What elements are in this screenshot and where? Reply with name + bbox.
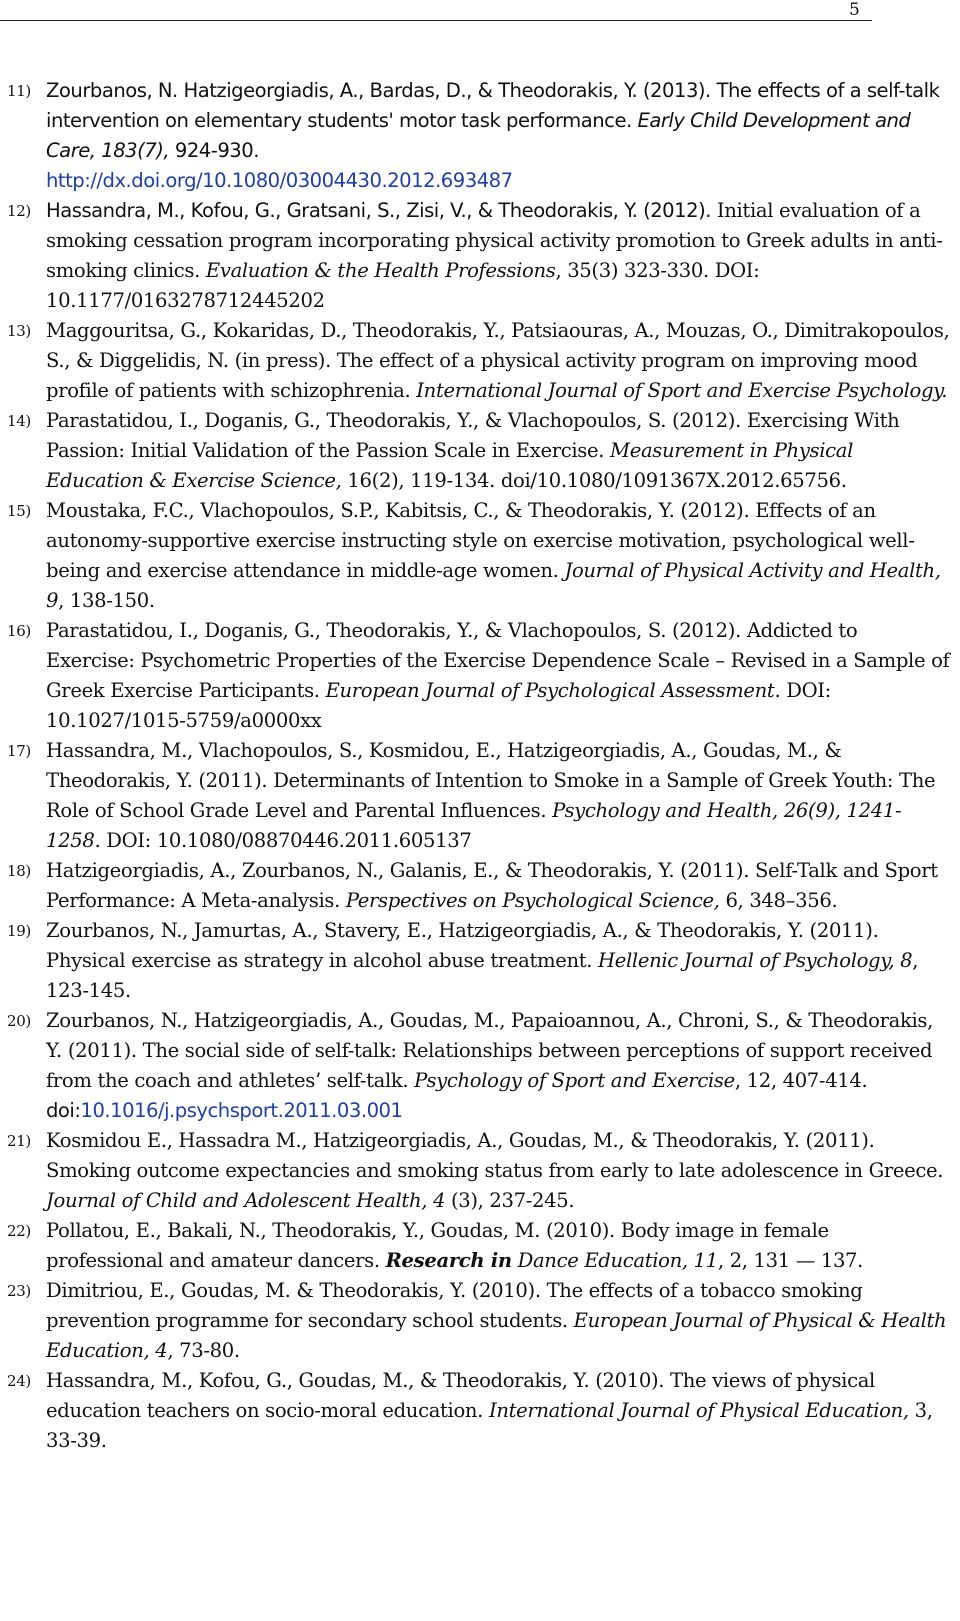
reference-text: 6, 348–356. xyxy=(719,889,838,912)
journal-title: Evaluation & the Health Professions xyxy=(205,259,556,282)
reference-number: 23) xyxy=(7,1282,31,1300)
journal-title: Research in xyxy=(385,1249,512,1272)
doi-link[interactable]: 10.1016/j.psychsport.2011.03.001 xyxy=(80,1099,403,1122)
reference-item xyxy=(0,196,950,316)
reference-text: , 12, 407-414. xyxy=(734,1069,868,1092)
reference-number: 12) xyxy=(7,202,31,220)
reference-list xyxy=(0,76,950,1456)
reference-item xyxy=(0,736,950,856)
reference-text: Hassandra, M., Kofou, G., Goudas, M., & Theodorakis, Y. (2010). The views of physical education teachers on socio-moral education. xyxy=(46,1369,875,1422)
reference-text: Parastatidou, I., Doganis, G., Theodorakis, Y., & Vlachopoulos, S. (2012). Addicted to Exercise: Psychometric Properties of the Exercise Dependence Scale – Revised in a Sample of Greek Exercise Participants. xyxy=(46,619,950,702)
reference-item xyxy=(0,856,950,916)
reference-number: 16) xyxy=(7,622,31,640)
journal-title: Dance Education, 11 xyxy=(511,1249,718,1272)
reference-text: Dimitriou, E., Goudas, M. & Theodorakis, Y. (2010). The effects of a tobacco smoking prevention programme for secondary school students. xyxy=(46,1279,863,1332)
reference-item xyxy=(0,1366,950,1456)
reference-text: DOI: 10.1080/08870446.2011.605137 xyxy=(100,829,472,852)
reference-number: 22) xyxy=(7,1222,31,1240)
reference-text: (3), 237-245. xyxy=(445,1189,575,1212)
reference-item xyxy=(0,76,950,196)
reference-number: 11) xyxy=(7,82,31,100)
reference-text: Moustaka, F.C., Vlachopoulos, S.P., Kabitsis, C., & Theodorakis, Y. (2012). Effects of an autonomy-supportive exercise instructing style on exercise motivation, psychological well-being and exercise attendance in middle-age women. xyxy=(46,499,915,582)
reference-number: 20) xyxy=(7,1012,31,1030)
journal-title: Hellenic Journal of Psychology, 8 xyxy=(598,949,913,972)
reference-text: Pollatou, E., Bakali, N., Theodorakis, Y., Goudas, M. (2010). Body image in female professional and amateur dancers. xyxy=(46,1219,829,1272)
reference-text: 16(2), 119-134. doi/10.1080/1091367X.2012.65756. xyxy=(341,469,847,492)
doi-link[interactable]: http://dx.doi.org/10.1080/03004430.2012.693487 xyxy=(46,169,513,192)
reference-number: 17) xyxy=(7,742,31,760)
page-number: 5 xyxy=(849,0,860,20)
reference-text: , 73-80. xyxy=(167,1339,240,1362)
journal-title: Journal of Physical Activity and Health, 9 xyxy=(46,559,941,612)
reference-text: , 2, 131 — 137. xyxy=(717,1249,864,1272)
reference-item xyxy=(0,406,950,496)
reference-text: Hassandra, M., Vlachopoulos, S., Kosmidou, E., Hatzigeorgiadis, A., Goudas, M., & Theodorakis, Y. (2011). Determinants of Intention to Smoke in a Sample of Greek Youth: The Role of School Grade Level and Parental Influences. xyxy=(46,739,936,822)
reference-item xyxy=(0,1216,950,1276)
reference-number: 18) xyxy=(7,862,31,880)
reference-item xyxy=(0,616,950,736)
reference-text: Zourbanos, N. Hatzigeorgiadis, A., Bardas, D., & Theodorakis, Y. (2013). The effects of a self-talk intervention on elementary students' motor task performance. xyxy=(46,79,940,132)
reference-number: 19) xyxy=(7,922,31,940)
reference-text: Parastatidou, I., Doganis, G., Theodorakis, Y., & Vlachopoulos, S. (2012). Exercising With Passion: Initial Validation of the Passion Scale in Exercise. xyxy=(46,409,900,462)
reference-item xyxy=(0,916,950,1006)
journal-title: Measurement in Physical Education & Exercise Science, xyxy=(46,439,854,492)
reference-text: Hassandra, M., Kofou, G., Gratsani, S., Zisi, V., & Theodorakis, Y. (2012). xyxy=(46,199,711,222)
header-rule xyxy=(0,20,872,21)
reference-text: Maggouritsa, G., Kokaridas, D., Theodorakis, Y., Patsiaouras, A., Mouzas, O., Dimitrakopoulos, S., & Diggelidis, N. (in press). The effect of a physical activity program on improving mood profile of patients with schizophrenia. xyxy=(46,319,950,402)
reference-text: 924-930. xyxy=(169,139,259,162)
reference-item xyxy=(0,1126,950,1216)
reference-text: , 35(3) 323-330. DOI: 10.1177/0163278712445202 xyxy=(46,259,760,312)
reference-text: , 123-145. xyxy=(46,949,919,1002)
journal-title: Perspectives on Psychological Science, xyxy=(345,889,720,912)
journal-title: International Journal of Sport and Exercise Psychology. xyxy=(416,379,948,402)
reference-text: Zourbanos, N., Jamurtas, A., Stavery, E., Hatzigeorgiadis, A., & Theodorakis, Y. (2011). Physical exercise as strategy in alcohol abuse treatment. xyxy=(46,919,879,972)
reference-number: 13) xyxy=(7,322,31,340)
reference-number: 15) xyxy=(7,502,31,520)
reference-number: 21) xyxy=(7,1132,31,1150)
journal-title: Psychology of Sport and Exercise xyxy=(414,1069,735,1092)
reference-item xyxy=(0,1276,950,1366)
reference-number: 24) xyxy=(7,1372,31,1390)
reference-text: Hatzigeorgiadis, A., Zourbanos, N., Galanis, E., & Theodorakis, Y. (2011). Self-Talk and Sport Performance: A Meta-analysis. xyxy=(46,859,938,912)
reference-text: 3, 33-39. xyxy=(46,1399,933,1452)
reference-text: Kosmidou E., Hassadra M., Hatzigeorgiadis, A., Goudas, M., & Theodorakis, Y. (2011). Smoking outcome expectancies and smoking status from early to late adolescence in Greece. xyxy=(46,1129,944,1182)
reference-text: Zourbanos, N., Hatzigeorgiadis, A., Goudas, M., Papaioannou, A., Chroni, S., & Theodorakis, Y. (2011). The social side of self-talk: Relationships between perceptions of support received from the coach and athletes’ self-talk. xyxy=(46,1009,933,1092)
journal-title: Early Child Development and Care, 183(7), xyxy=(46,109,911,162)
journal-title: Psychology and Health, 26(9), 1241-1258. xyxy=(46,799,902,852)
reference-number: 14) xyxy=(7,412,31,430)
reference-item xyxy=(0,1006,950,1126)
reference-text: Initial evaluation of a smoking cessation program incorporating physical activity promotion to Greek adults in anti-smoking clinics. xyxy=(46,199,943,282)
reference-text: . DOI: 10.1027/1015-5759/a0000xx xyxy=(46,679,831,732)
reference-item xyxy=(0,496,950,616)
journal-title: Journal of Child and Adolescent Health, 4 xyxy=(46,1189,446,1212)
journal-title: European Journal of Psychological Assessment xyxy=(325,679,775,702)
reference-text: , 138-150. xyxy=(58,589,155,612)
journal-title: European Journal of Physical & Health Education, 4 xyxy=(46,1309,947,1362)
reference-item xyxy=(0,316,950,406)
journal-title: International Journal of Physical Education, xyxy=(488,1399,909,1422)
reference-text: doi: xyxy=(46,1099,81,1122)
